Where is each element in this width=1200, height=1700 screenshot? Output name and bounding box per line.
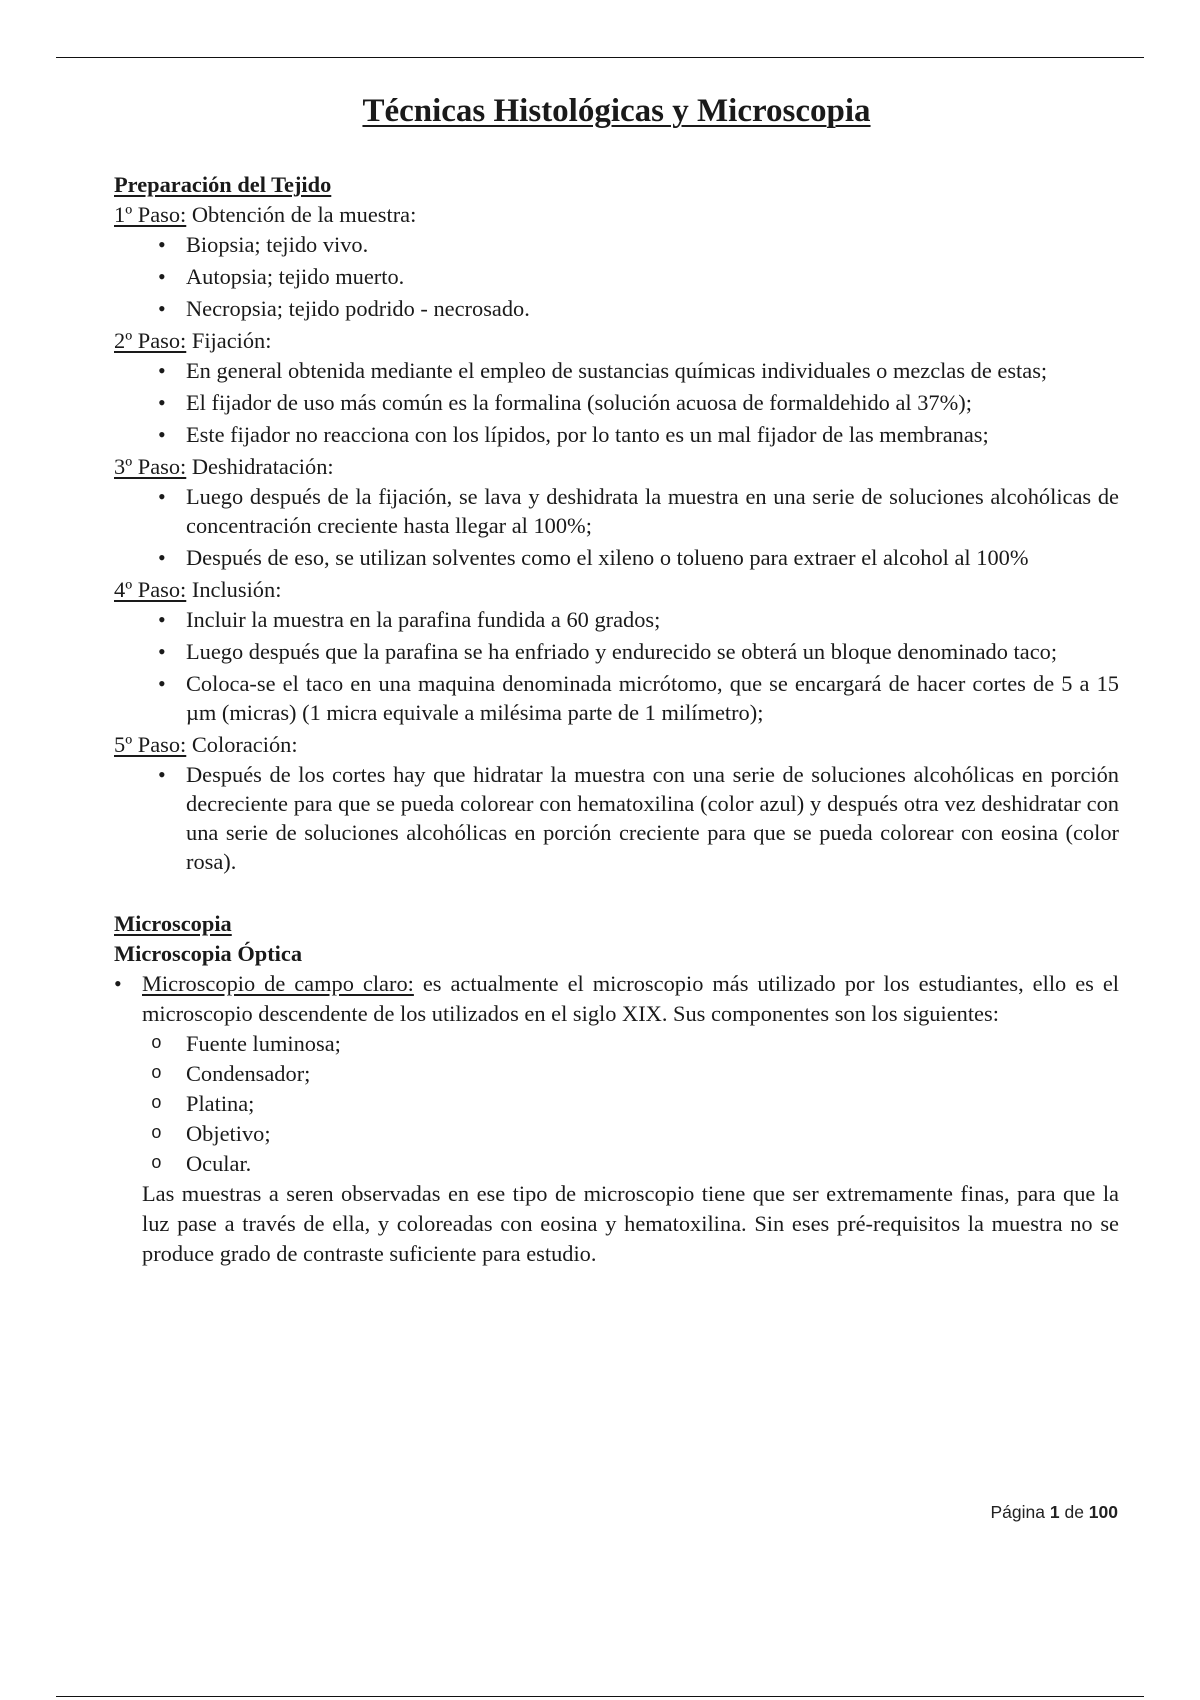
step-1-list [114,230,1119,323]
step-3 [114,452,1119,572]
step-2-text: Fijación: [186,328,272,353]
section-heading-preparacion: Preparación del Tejido [114,172,332,197]
list-item: o Objetivo; [142,1119,1119,1149]
list-item: o Platina; [142,1089,1119,1119]
step-4-title [114,575,1119,605]
step-4-list [114,605,1119,727]
step-5 [114,730,1119,876]
list-item: • Este fijador no reacciona con los lípidos, por lo tanto es un mal fijador de las membranas; [114,420,1119,449]
list-item: • Luego después que la parafina se ha enfriado y endurecido se obterá un bloque denominado taco; [114,637,1119,666]
step-4-label: 4º Paso: [114,577,187,602]
list-item: • Autopsia; tejido muerto. [114,262,1119,291]
step-3-list [114,482,1119,572]
step-4 [114,575,1119,727]
list-item: o Fuente luminosa; [142,1029,1119,1059]
page-title [114,88,1119,134]
step-2 [114,326,1119,449]
step-1-label: 1º Paso: [114,202,187,227]
list-item: • Biopsia; tejido vivo. [114,230,1119,259]
step-5-text: Coloración: [186,732,298,757]
page-number-prefix: Página [990,1502,1050,1522]
section-preparacion [114,170,1119,876]
list-item-campo-claro [114,969,1119,1269]
step-2-label: 2º Paso: [114,328,187,353]
page-number-total: 100 [1088,1502,1118,1522]
page-number-current: 1 [1049,1502,1060,1522]
step-2-list [114,356,1119,449]
section-heading-microscopia: Microscopia [114,911,232,936]
page-number [991,1502,1119,1523]
list-item: • El fijador de uso más común es la formalina (solución acuosa de formaldehido al 37%); [114,388,1119,417]
page-number-middle: de [1059,1502,1089,1522]
microscope-list [114,969,1119,1269]
page-title-text: Técnicas Histológicas y Microscopia [362,93,871,129]
list-item: • En general obtenida mediante el empleo de sustancias químicas individuales o mezclas de estas; [114,356,1119,385]
step-1-text: Obtención de la muestra: [186,202,417,227]
document-page [114,88,1119,1269]
step-1-title [114,200,1119,230]
list-item: o Condensador; [142,1059,1119,1089]
campo-claro-paragraph: Las muestras a seren observadas en ese tipo de microscopio tiene que ser extremamente finas, para que la luz pase a través de ella, y coloreadas con eosina y hematoxilina. Sin eses pré-requisitos la muestra no se produce grado de contraste suficiente para estudio. [142,1181,1119,1266]
section-microscopia [114,909,1119,1269]
list-item: • Incluir la muestra en la parafina fundida a 60 grados; [114,605,1119,634]
campo-claro-text: es actualmente el microscopio más utilizado por los estudiantes, ello es el microscopio descendente de los utilizados en el siglo XIX. Sus componentes son los siguientes: [142,971,1119,1026]
campo-claro-label: Microscopio de campo claro: [142,971,414,996]
step-3-label: 3º Paso: [114,454,187,479]
section-gap [114,879,1119,909]
list-item: • Después de eso, se utilizan solventes como el xileno o tolueno para extraer el alcohol al 100% [114,543,1119,572]
top-rule [56,57,1144,58]
list-item: • Después de los cortes hay que hidratar la muestra con una serie de soluciones alcohólicas en porción decreciente para que se pueda colorear con hematoxilina (color azul) y después otra vez deshidratar con una serie de soluciones alcohólicas en porción creciente para que se pueda colorear con eosina (color rosa). [114,760,1119,876]
step-5-label: 5º Paso: [114,732,187,757]
step-5-title [114,730,1119,760]
step-4-text: Inclusión: [186,577,282,602]
list-item: • Luego después de la fijación, se lava y deshidrata la muestra en una serie de soluciones alcohólicas de concentración creciente hasta llegar al 100%; [114,482,1119,540]
list-item: • Necropsia; tejido podrido - necrosado. [114,294,1119,323]
step-3-text: Deshidratación: [186,454,334,479]
subheading-microscopia-optica: Microscopia Óptica [114,941,303,966]
step-5-list [114,760,1119,876]
list-item: • Coloca-se el taco en una maquina denominada micrótomo, que se encargará de hacer cortes de 5 a 15 µm (micras) (1 micra equivale a milésima parte de 1 milímetro); [114,669,1119,727]
step-1 [114,200,1119,323]
components-list [142,1029,1119,1179]
bottom-rule [56,1696,1144,1697]
list-item: o Ocular. [142,1149,1119,1179]
step-3-title [114,452,1119,482]
step-2-title [114,326,1119,356]
